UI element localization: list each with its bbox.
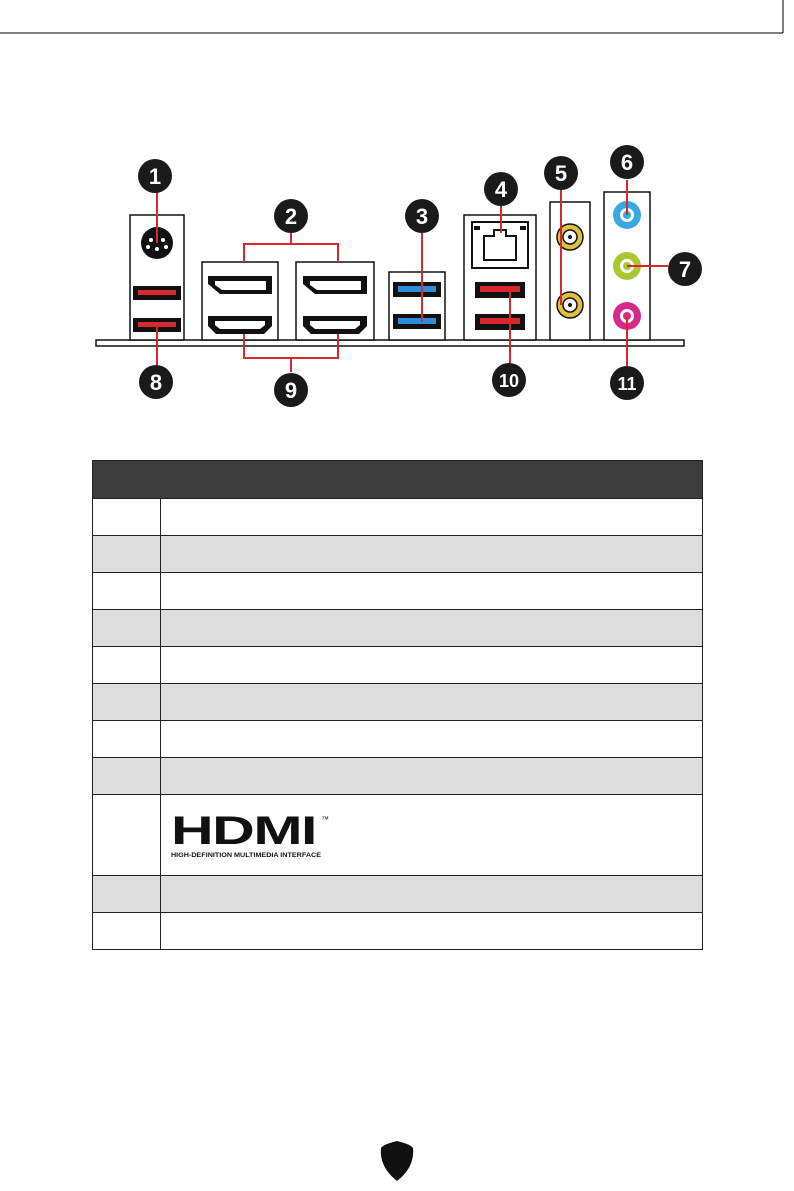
table-row [93,913,703,950]
header-cell-number [93,461,161,499]
row-description-cell [161,647,703,684]
table-row [93,610,703,647]
antenna-block [550,202,590,340]
row-description-cell [161,684,703,721]
table-row [93,684,703,721]
callout-10-label: 10 [498,371,520,391]
row-number-cell [93,499,161,536]
callout-9-label: 9 [284,378,298,403]
callout-4-label: 4 [494,177,508,202]
callout-5-label: 5 [554,161,568,186]
row-number-cell [93,876,161,913]
row-number-cell [93,913,161,950]
table-row [93,647,703,684]
hdmi-logo [169,810,339,860]
table-row [93,758,703,795]
lan-usb-block [464,215,536,340]
callout-7 [668,252,702,286]
row-description-cell [161,499,703,536]
table-row [93,536,703,573]
row-description-cell [161,721,703,758]
callout-6-label: 6 [620,150,634,175]
header-cell-description [161,461,703,499]
row-number-cell [93,758,161,795]
row-number-cell [93,684,161,721]
row-number-cell [93,647,161,684]
back-io-panel-diagram [0,0,794,420]
panel-base [96,340,684,346]
row-description-cell [161,913,703,950]
callout-10 [492,363,526,397]
callout-4 [484,172,518,206]
row-description-cell [161,758,703,795]
table-row-hdmi [93,795,703,876]
row-description-cell [161,610,703,647]
row-description-cell [161,536,703,573]
callout-11 [610,366,644,400]
callout-6 [610,145,644,179]
hdmi-wordmark: HDMI [171,810,316,853]
row-number-cell [93,795,161,876]
row-description-cell [161,573,703,610]
callout-2 [274,199,308,233]
row-description-cell [161,795,703,876]
callout-8 [139,365,173,399]
table-row [93,573,703,610]
table-header-row [93,461,703,499]
row-description-cell [161,876,703,913]
row-number-cell [93,536,161,573]
callout-8-label: 8 [149,370,163,395]
callout-1-label: 1 [148,164,162,189]
row-number-cell [93,721,161,758]
table-row [93,499,703,536]
video-block [202,262,374,340]
callout-3-label: 3 [415,204,429,229]
callout-2-label: 2 [284,204,298,229]
table-row [93,876,703,913]
callout-5 [544,156,578,190]
hdmi-trademark: ™ [321,815,329,824]
callout-9 [274,373,308,407]
callout-3 [405,199,439,233]
row-number-cell [93,610,161,647]
callout-1 [138,159,172,193]
hdmi-tagline: HIGH-DEFINITION MULTIMEDIA INTERFACE [171,852,321,859]
table-row [93,721,703,758]
callout-7-label: 7 [678,257,692,282]
callout-11-label: 11 [617,374,637,394]
usb3-block [389,272,445,340]
row-number-cell [93,573,161,610]
shield-icon [379,1140,415,1182]
port-legend-table [92,460,703,950]
